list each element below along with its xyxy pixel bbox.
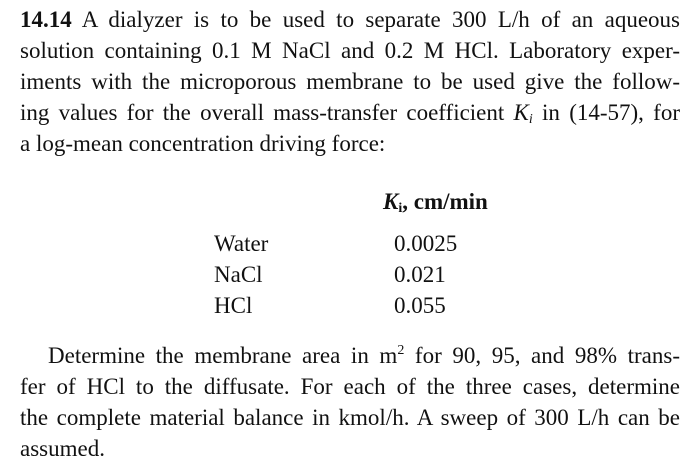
table-row-label-hcl: HCl [214,293,253,318]
problem-line-4 [20,99,680,127]
table-row-value-water: 0.0025 [394,231,458,256]
table-header-unit: , cm/min [402,189,488,214]
area-unit-exponent: 2 [397,343,405,358]
problem-line-5: a log-mean concentration driving force: [20,131,386,156]
table-header [383,188,488,216]
problem-line-3: iments with the microporous membrane to be used give the follow- [20,69,680,94]
problem-number: 14.14 [20,7,72,32]
table-header-symbol: K [383,189,399,214]
question-line-2: fer of HCl to the diffusate. For each of the three cases, determine [20,374,680,399]
question-line-1-text: Determine the membrane area in m [48,343,398,368]
table-row-label-water: Water [214,231,269,256]
coefficient-symbol: K [513,100,529,125]
problem-line-2: solution containing 0.1 M NaCl and 0.2 M HCl. Laboratory exper- [20,38,680,63]
problem-line-4-text: ing values for the overall mass-transfer coefficient [20,100,505,125]
problem-line-1 [20,6,680,34]
problem-text-line-1: A dialyzer is to be used to separate 300 L/h of an aqueous [81,7,680,32]
table-row-value-nacl: 0.021 [394,262,446,287]
table-row-label-nacl: NaCl [214,262,263,287]
table-row-value-hcl: 0.055 [394,293,446,318]
table-header-subscript: i [398,201,403,216]
question-line-3: the complete material balance in kmol/h. A sweep of 300 L/h can be [20,405,680,430]
question-line-4: assumed. [20,436,105,461]
problem-line-4-tail: in (14-57), for [542,100,681,125]
question-line-1-tail: for 90, 95, and 98% trans- [404,343,680,368]
question-line-1 [48,342,680,370]
coefficient-subscript: i [528,112,533,127]
